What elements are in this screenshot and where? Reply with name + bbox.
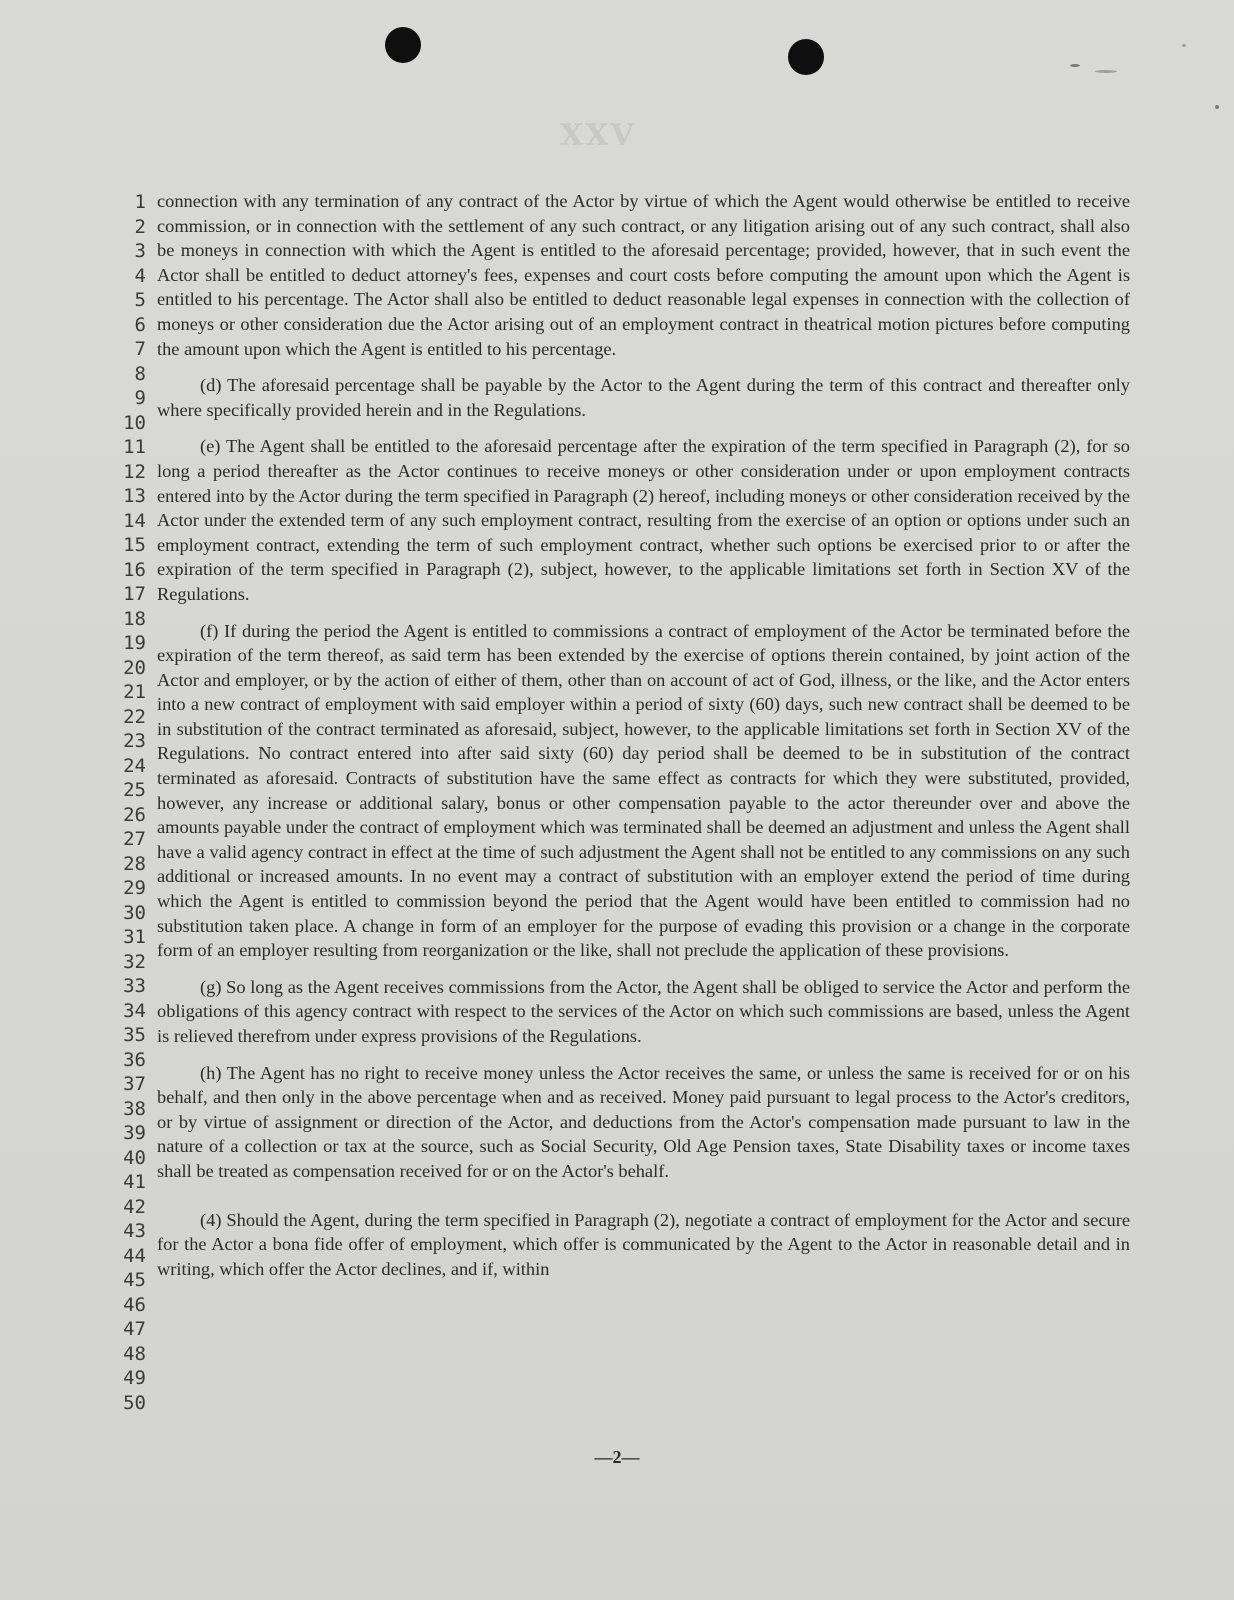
line-number: 25 bbox=[123, 779, 146, 801]
line-number: 32 bbox=[123, 950, 146, 973]
line-number: 38 bbox=[123, 1097, 146, 1120]
line-number: 36 bbox=[123, 1048, 146, 1071]
line-number: 40 bbox=[123, 1146, 146, 1169]
line-number: 18 bbox=[123, 607, 146, 630]
line-number: 6 bbox=[134, 313, 146, 336]
line-number: 9 bbox=[134, 387, 146, 409]
line-number: 2 bbox=[134, 215, 146, 238]
line-number: 44 bbox=[123, 1244, 146, 1267]
line-number: 19 bbox=[123, 632, 146, 654]
line-number: 46 bbox=[123, 1293, 146, 1316]
line-number: 41 bbox=[123, 1171, 146, 1193]
line-number: 17 bbox=[123, 583, 146, 605]
line-number: 48 bbox=[123, 1342, 146, 1365]
line-number: 14 bbox=[123, 509, 146, 532]
line-number: 33 bbox=[123, 975, 146, 997]
page-number: —2— bbox=[594, 1447, 640, 1467]
line-number: 22 bbox=[123, 705, 146, 728]
paragraph-continuation: connection with any termination of any contract of the Actor by virtue of which the Agent would otherwise be entitled to receive commission, or in connection with the settlement of any such contract, or any litigation arising out of any such contract, shall also be moneys in connection with which the Agent is entitled to the aforesaid percentage; provided, however, that in such event the Actor shall be entitled to deduct attorney's fees, expenses and court costs before computing the amount upon which the Agent is entitled to his percentage. The Actor shall also be entitled to deduct reasonable legal expenses in connection with the collection of moneys or other consideration due the Actor arising out of an employment contract in theatrical motion pictures before computing the amount upon which the Agent is entitled to his percentage. bbox=[157, 191, 1130, 359]
line-number-column bbox=[110, 190, 146, 1415]
line-number: 4 bbox=[134, 264, 146, 287]
line-number: 30 bbox=[123, 901, 146, 924]
paragraph-g: (g) So long as the Agent receives commissions from the Actor, the Agent shall be obliged to service the Actor and perform the obligations of this agency contract with respect to the services of the Actor on which such commissions are based, unless the Agent is relieved therefrom under express provisions of the Regulations. bbox=[157, 976, 1130, 1046]
line-number: 1 bbox=[134, 191, 146, 213]
line-number: 37 bbox=[123, 1073, 146, 1095]
line-number: 34 bbox=[123, 999, 146, 1022]
line-number: 20 bbox=[123, 656, 146, 679]
line-number: 3 bbox=[134, 240, 146, 262]
line-number: 49 bbox=[123, 1367, 146, 1389]
line-number: 13 bbox=[123, 485, 146, 507]
line-number: 29 bbox=[123, 877, 146, 899]
line-number: 28 bbox=[123, 852, 146, 875]
line-number: 11 bbox=[123, 436, 146, 458]
faint-header-mark: XXV bbox=[560, 118, 636, 153]
line-number: 31 bbox=[123, 926, 146, 948]
line-number: 50 bbox=[123, 1391, 146, 1414]
body-text bbox=[157, 189, 1130, 1281]
line-number: 23 bbox=[123, 730, 146, 752]
line-number: 12 bbox=[123, 460, 146, 483]
line-number: 7 bbox=[134, 338, 146, 360]
line-number: 21 bbox=[123, 681, 146, 703]
line-number: 5 bbox=[134, 289, 146, 311]
line-number: 35 bbox=[123, 1024, 146, 1046]
line-number: 43 bbox=[123, 1220, 146, 1242]
paragraph-4: (4) Should the Agent, during the term specified in Paragraph (2), negotiate a contract of employment for the Actor and secure for the Actor a bona fide offer of employment, which offer is communicated by the Agent to the Actor in reasonable detail and in writing, which offer the Actor declines, and if, within bbox=[157, 1209, 1130, 1279]
paragraph-h: (h) The Agent has no right to receive money unless the Actor receives the same, or unless the same is received for or on his behalf, and then only in the above percentage when and as received. Money paid pursuant to legal process to the Actor's creditors, or by virtue of assignment or direction of the Actor, and deductions from the Actor's compensation made pursuant to law in the nature of a collection or tax at the source, such as Social Security, Old Age Pension taxes, State Disability taxes or income taxes shall be treated as compensation received for or on the Actor's behalf. bbox=[157, 1062, 1130, 1181]
line-number: 42 bbox=[123, 1195, 146, 1218]
line-number: 47 bbox=[123, 1318, 146, 1340]
line-number: 8 bbox=[134, 362, 146, 385]
line-number: 27 bbox=[123, 828, 146, 850]
paragraph-d: (d) The aforesaid percentage shall be payable by the Actor to the Agent during the term of this contract and thereafter only where specifically provided herein and in the Regulations. bbox=[157, 375, 1130, 420]
line-number: 26 bbox=[123, 803, 146, 826]
line-number: 24 bbox=[123, 754, 146, 777]
line-number: 15 bbox=[123, 534, 146, 556]
line-number: 45 bbox=[123, 1269, 146, 1291]
line-number: 39 bbox=[123, 1122, 146, 1144]
paragraph-f: (f) If during the period the Agent is entitled to commissions a contract of employment of the Actor be terminated before the expiration of the term thereof, as said term has been extended by the exercise of options therein contained, by joint action of the Actor and employer, or by the action of either of them, other than on account of act of God, illness, or the like, and the Actor enters into a new contract of employment with said employer within a period of sixty (60) days, such new contract shall be deemed to be in substitution of the contract terminated as aforesaid, subject, however, to the applicable limitations set forth in Section XV of the Regulations. No contract entered into after said sixty (60) day period shall be deemed to be in substitution of the contract terminated as aforesaid. Contracts of substitution have the same effect as contracts for which they were substituted, provided, however, any increase or additional salary, bonus or other compensation payable to the actor thereunder over and above the amounts payable under the contract of employment which was terminated shall be deemed an adjustment and unless the Agent shall have a valid agency contract in effect at the time of such adjustment the Agent shall not be entitled to any commissions on any such additional or increased amounts. In no event may a contract of substitution with an employer extend the period of time during which the Agent is entitled to commission beyond the period that the Agent would have been entitled to commission had no substitution taken place. A change in form of an employer for the purpose of evading this provision or a change in the corporate form of an employer resulting from reorganization or the like, shall not preclude the application of these provisions. bbox=[157, 620, 1130, 961]
paragraph-e: (e) The Agent shall be entitled to the aforesaid percentage after the expiration of the term specified in Paragraph (2), for so long a period thereafter as the Actor continues to receive moneys or other consideration under or upon employment contracts entered into by the Actor during the term specified in Paragraph (2) hereof, including moneys or other consideration received by the Actor under the extended term of any such employment contract, resulting from the exercise of an option or options under such an employment contract, extending the term of such employment contract, whether such options be exercised prior to or after the expiration of the term specified in Paragraph (2), subject, however, to the applicable limitations set forth in Section XV of the Regulations. bbox=[157, 436, 1130, 604]
line-number: 16 bbox=[123, 558, 146, 581]
line-number: 10 bbox=[123, 411, 146, 434]
